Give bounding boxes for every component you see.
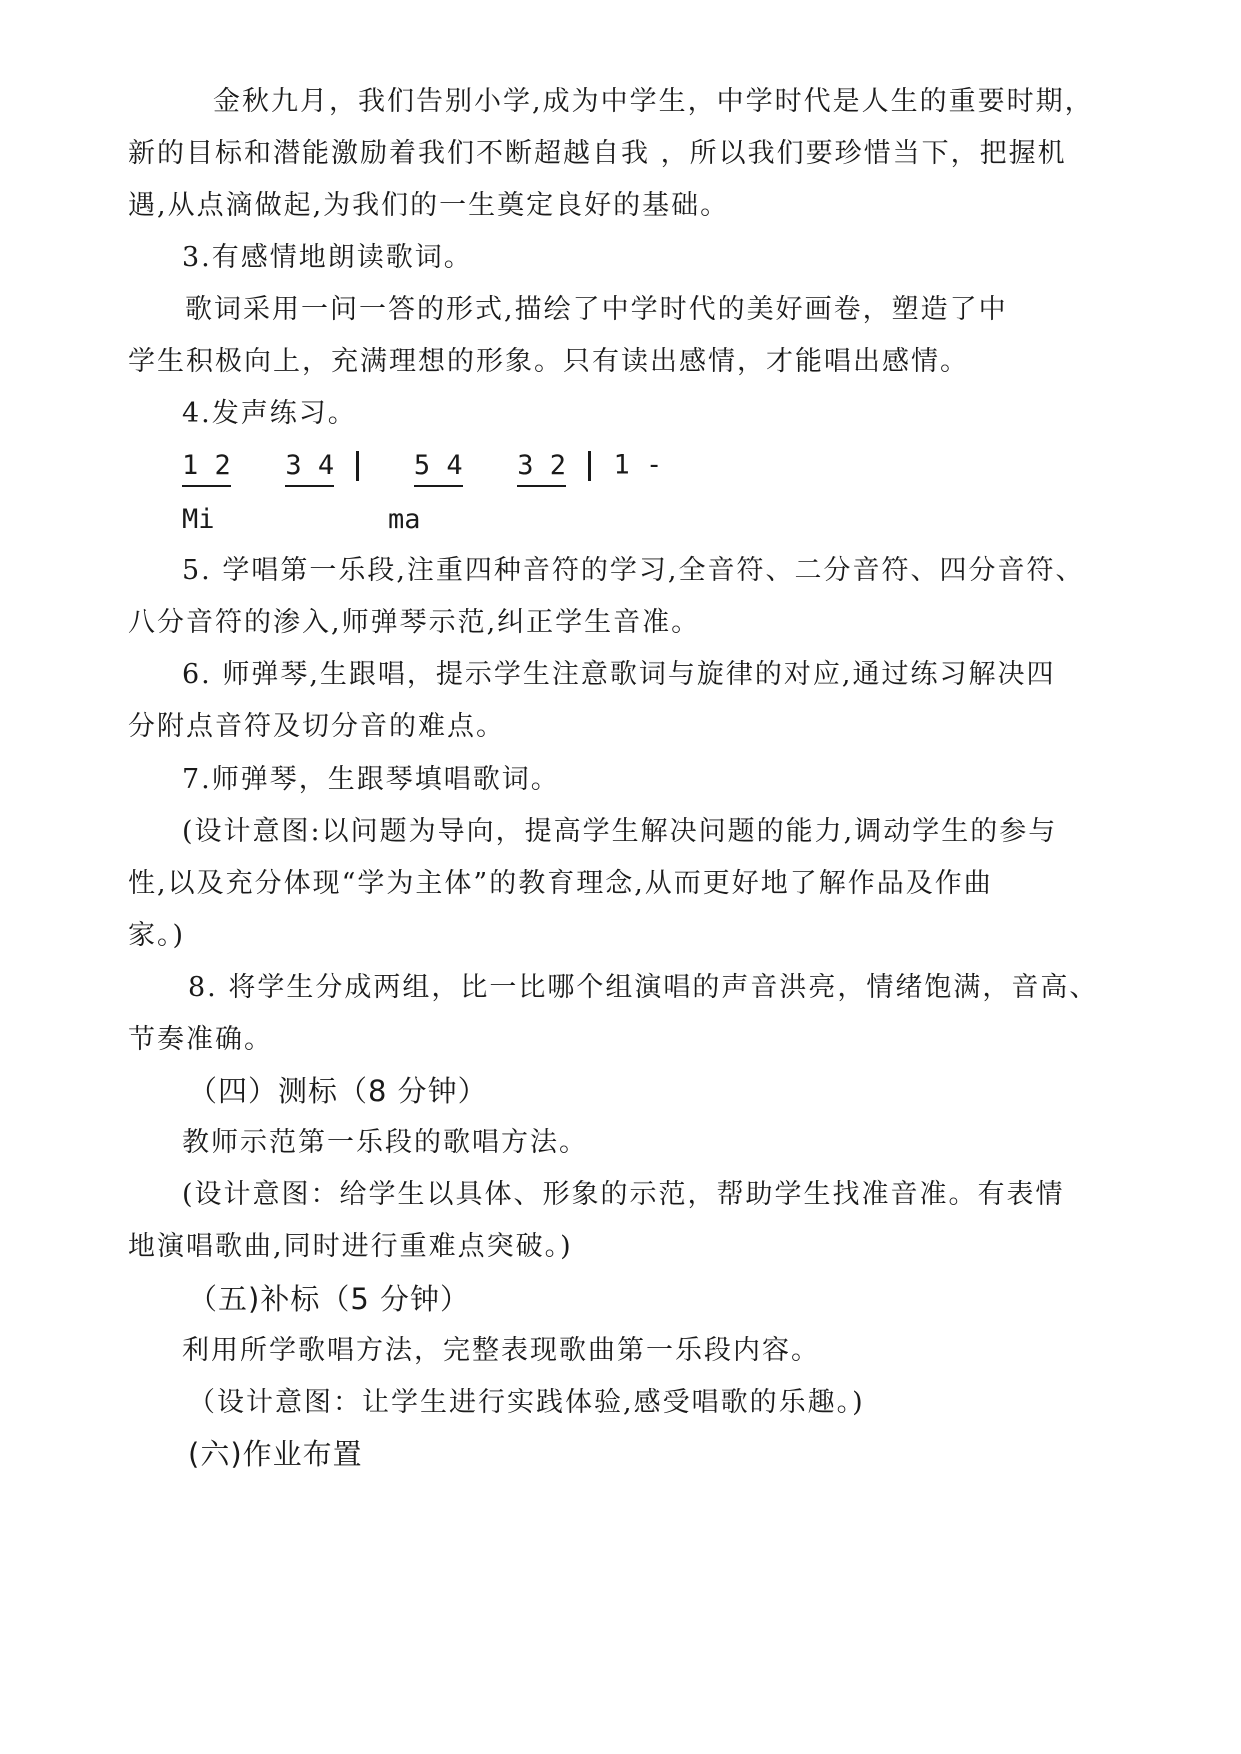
paragraph-line: 地演唱歌曲,同时进行重难点突破。) xyxy=(128,1231,573,1262)
step-8: 8. 将学生分成两组，比一比哪个组演唱的声音洪亮，情绪饱满，音高、 xyxy=(188,972,1099,1003)
paragraph-line: 分附点音符及切分音的难点。 xyxy=(128,711,505,742)
note-group: 3 4 xyxy=(285,450,334,487)
step-3: 3.有感情地朗读歌词。 xyxy=(182,242,473,273)
note-group: 3 2 xyxy=(517,450,566,487)
section-heading: （四）测标（8 分钟） xyxy=(188,1074,488,1108)
section-heading: (六)作业布置 xyxy=(188,1437,363,1471)
step-6: 6. 师弹琴,生跟唱，提示学生注意歌词与旋律的对应,通过练习解决四 xyxy=(182,659,1056,690)
paragraph-line: 利用所学歌唱方法，完整表现歌曲第一乐段内容。 xyxy=(182,1335,820,1366)
note-group: 5 4 xyxy=(414,450,463,487)
step-7: 7.师弹琴，生跟琴填唱歌词。 xyxy=(182,764,560,795)
paragraph-line: 学生积极向上，充满理想的形象。只有读出感情，才能唱出感情。 xyxy=(128,346,969,377)
paragraph-line: 节奏准确。 xyxy=(128,1024,273,1055)
paragraph-line: 歌词采用一问一答的形式,描绘了中学时代的美好画卷，塑造了中 xyxy=(185,294,1008,325)
solfege-syllable: Mi xyxy=(182,504,215,535)
design-intent: (设计意图:以问题为导向，提高学生解决问题的能力,调动学生的参与 xyxy=(182,816,1058,847)
paragraph-line: 新的目标和潜能激励着我们不断超越自我 ，所以我们要珍惜当下，把握机 xyxy=(128,138,1067,169)
solfege-notation xyxy=(182,451,662,481)
paragraph-line: 性,以及充分体现“学为主体”的教育理念,从而更好地了解作品及作曲 xyxy=(128,868,993,899)
bar-line xyxy=(356,451,359,481)
paragraph-line: 家。) xyxy=(128,920,186,951)
design-intent: (设计意图：给学生以具体、形象的示范，帮助学生找准音准。有表情 xyxy=(182,1179,1065,1210)
bar-line xyxy=(588,451,591,481)
note-group: 1 - xyxy=(613,449,663,481)
paragraph-line: 金秋九月，我们告别小学,成为中学生，中学时代是人生的重要时期， xyxy=(213,86,1094,117)
design-intent: （设计意图：让学生进行实践体验,感受唱歌的乐趣。) xyxy=(188,1387,865,1418)
paragraph-line: 八分音符的渗入,师弹琴示范,纠正学生音准。 xyxy=(128,607,701,638)
section-heading: （五)补标（5 分钟） xyxy=(188,1282,470,1316)
note-group: 1 2 xyxy=(182,450,231,487)
paragraph-line: 遇,从点滴做起,为我们的一生奠定良好的基础。 xyxy=(128,190,730,221)
paragraph-line: 教师示范第一乐段的歌唱方法。 xyxy=(182,1127,588,1158)
step-5: 5. 学唱第一乐段,注重四种音符的学习,全音符、二分音符、四分音符、 xyxy=(182,555,1085,586)
step-4: 4.发声练习。 xyxy=(182,398,357,429)
solfege-syllable: ma xyxy=(388,504,421,535)
